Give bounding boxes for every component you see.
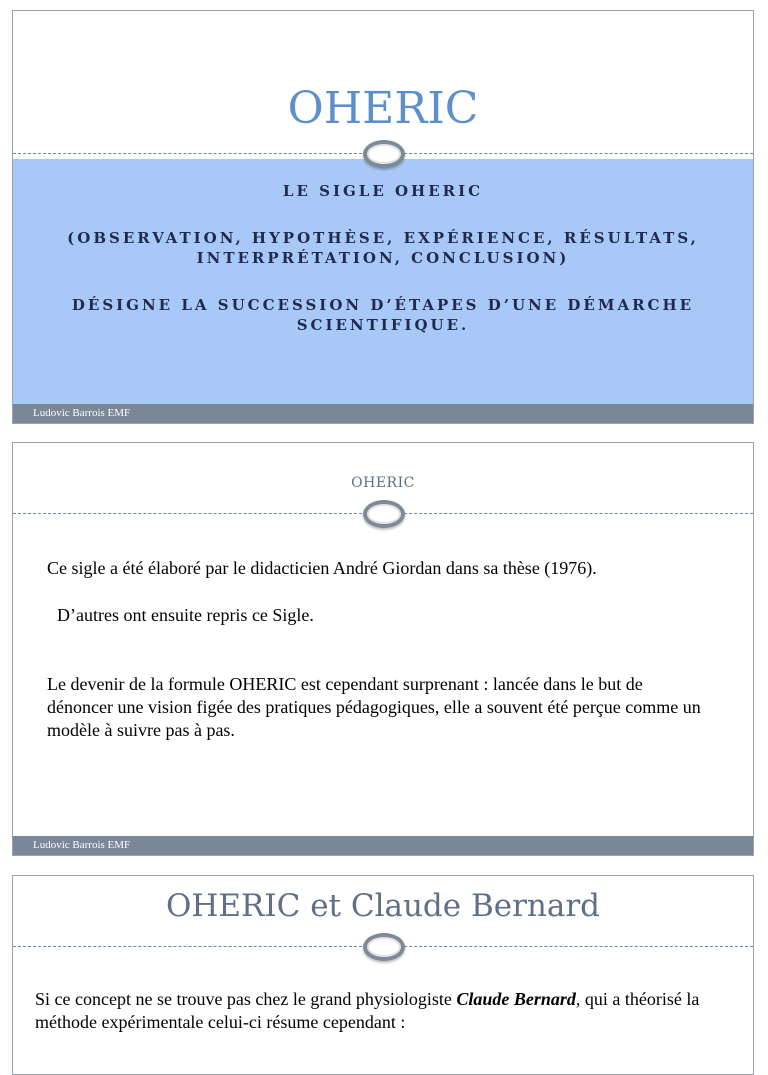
slide-3-title: OHERIC et Claude Bernard <box>165 888 601 924</box>
ring-icon <box>363 933 405 961</box>
slide-1-title: OHERIC <box>287 83 479 134</box>
slide-2-title: OHERIC <box>351 475 415 491</box>
slide-3 <box>12 875 754 1075</box>
band-line-3: DÉSIGNE LA SUCCESSION D’ÉTAPES D’UNE DÉMARCHE SCIENTIFIQUE. <box>71 296 695 334</box>
paragraph-1: Ce sigle a été élaboré par le didacticien André Giordan dans sa thèse (1976). <box>47 558 597 578</box>
band-line-1: LE SIGLE OHERIC <box>282 182 484 200</box>
band-line-2: (OBSERVATION, HYPOTHÈSE, EXPÉRIENCE, RÉSULTATS, INTERPRÉTATION, CONCLUSION) <box>67 229 699 267</box>
slide-1-band-text <box>13 181 753 362</box>
slide-2 <box>12 442 754 856</box>
text-run: Si ce concept ne se trouve pas chez le grand physiologiste <box>35 989 457 1009</box>
slide-2-footer: Ludovic Barrois EMF <box>13 836 753 855</box>
slide-3-body <box>35 988 747 1034</box>
slide-1 <box>12 10 754 424</box>
paragraph-3: Le devenir de la formule OHERIC est cependant surprenant : lancée dans le but de dénoncer une vision figée des pratiques pédagogiques, elle a souvent été perçue comme un modèle à suivre pas à pas. <box>47 674 701 740</box>
slide-1-footer: Ludovic Barrois EMF <box>13 404 753 423</box>
ring-icon <box>363 500 405 528</box>
paragraph-2: D’autres ont ensuite repris ce Sigle. <box>57 605 314 625</box>
slide-2-body <box>47 557 707 742</box>
slide-3-paragraph <box>35 988 747 1034</box>
text-run: , qui a théorisé la méthode expérimentale celui-ci résume cependant : <box>35 989 700 1032</box>
emphasized-name: Claude Bernard <box>456 989 576 1009</box>
ring-icon <box>363 140 405 168</box>
